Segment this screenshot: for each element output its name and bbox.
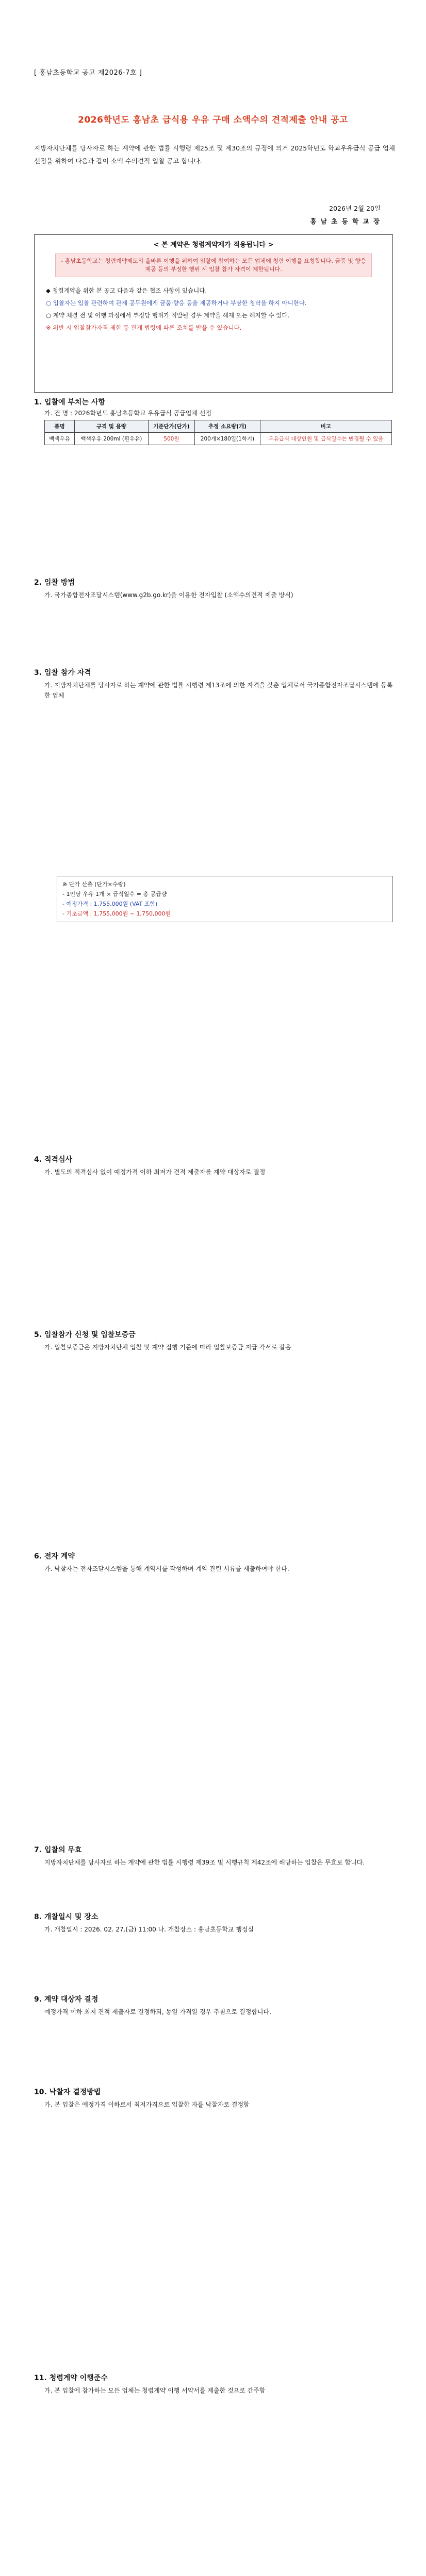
section-title: 7. 입찰의 무효 (34, 1846, 82, 1854)
intro-paragraph: 지방자치단체를 당사자로 하는 계약에 관한 법률 시행령 제25조 및 제30조의 규정에 의거 2025학년도 학교우유급식 공급 업체 선정을 위하여 다음과 같이 소액 수의견적 입찰 공고 합니다. (34, 144, 395, 165)
announcement-date: 2026년 2월 20일 (329, 205, 381, 212)
item-table (44, 420, 392, 445)
section-title: 3. 입찰 참가 자격 (34, 669, 91, 677)
price-line: - 기초금액 : 1,755,000원 ~ 1,750,000원 (62, 910, 171, 917)
table-row (45, 433, 392, 445)
section-title: 11. 청렴계약 이행준수 (34, 2374, 108, 2382)
section-title: 5. 입찰참가 신청 및 입찰보증금 (34, 1331, 136, 1339)
table-header: 규격 및 용량 (74, 420, 148, 433)
table-cell: 백색우유 200ml (흰우유) (74, 433, 148, 445)
section-body: 예정가격 이하 최저 견적 제출자로 결정하되, 동일 가격일 경우 추첨으로 결정합니다. (44, 2008, 271, 2015)
integrity-notice-list (46, 285, 382, 335)
section-title: 1. 입찰에 부치는 사항 (34, 398, 105, 406)
page-title: 2026학년도 홍남초 급식용 우유 구매 소액수의 견적제출 안내 공고 (78, 115, 348, 125)
section-title: 6. 전자 계약 (34, 1552, 75, 1561)
section-body: 가. 지방자치단체를 당사자로 하는 계약에 관한 법률 시행령 제13조에 의한 자격을 갖춘 업체로서 국가종합전자조달시스템에 등록한 업체 (44, 682, 393, 699)
integrity-notice-box (34, 234, 393, 393)
table-header: 추정 소요량(개) (195, 420, 260, 433)
section-body: 가. 개찰일시 : 2026. 02. 27.(금) 11:00 나. 개찰장소 : 홍남초등학교 행정실 (44, 1926, 254, 1933)
table-header: 기준단가(단가) (148, 420, 194, 433)
section-title: 8. 개찰일시 및 장소 (34, 1913, 99, 1921)
integrity-item: ○ 입찰자는 입찰 관련하여 관계 공무원에게 금품·향응 등을 제공하거나 부당한 청탁을 하지 아니한다. (46, 299, 307, 307)
table-cell: 백색우유 (45, 433, 75, 445)
section-title: 2. 입찰 방법 (34, 579, 75, 587)
integrity-notice-subtitle: - 홍남초등학교는 청렴계약제도의 올바른 이행을 위하여 입찰에 참여하는 모든 업체에 청렴 이행을 요청합니다. 금품 및 향응 제공 등의 부정한 행위 시 입찰 참가 자격이 제한됩니다. (55, 253, 372, 277)
section-body: 가. 건 명 : 2026학년도 홍남초등학교 우유급식 공급업체 선정 (44, 410, 211, 417)
table-cell: 500원 (148, 433, 194, 445)
section-body: 가. 본 입찰에 참가하는 모든 업체는 청렴계약 이행 서약서를 제출한 것으로 간주함 (44, 2387, 266, 2394)
integrity-item: ○ 계약 체결 전 및 이행 과정에서 부정당 행위가 적발될 경우 계약을 해제 또는 해지할 수 있다. (46, 312, 290, 319)
section-title: 4. 적격심사 (34, 1156, 73, 1164)
integrity-notice-title: < 본 계약은 청렴계약제가 적용됩니다 > (153, 241, 274, 249)
section-body: 가. 별도의 적격심사 없이 예정가격 이하 최저가 견적 제출자를 계약 대상자로 결정 (44, 1168, 266, 1176)
integrity-item: ※ 위반 시 입찰참가자격 제한 등 관계 법령에 따른 조치를 받을 수 있습니다. (46, 324, 242, 331)
section-body: 지방자치단체를 당사자로 하는 계약에 관한 법률 시행령 제39조 및 시행규칙 제42조에 해당하는 입찰은 무효로 합니다. (44, 1859, 365, 1866)
price-box (57, 876, 393, 922)
section-body: 가. 입찰보증금은 지방자치단체 입찰 및 계약 집행 기준에 따라 입찰보증금 지급 각서로 갈음 (44, 1344, 291, 1351)
section-title: 10. 낙찰자 결정방법 (34, 2088, 101, 2096)
table-header: 비고 (260, 420, 391, 433)
section-body: 가. 본 입찰은 예정가격 이하로서 최저가격으로 입찰한 자를 낙찰자로 결정함 (44, 2101, 250, 2108)
price-title: ※ 단가 산출 (단가×수량) (62, 881, 126, 888)
section-body: 가. 국가종합전자조달시스템(www.g2b.go.kr)을 이용한 전자입찰 (소액수의견적 제출 방식) (44, 591, 293, 599)
integrity-item: ◆ 청렴계약을 위한 본 공고 다음과 같은 협조 사항이 있습니다. (46, 287, 207, 294)
section-body: 가. 낙찰자는 전자조달시스템을 통해 계약서를 작성하며 계약 관련 서류를 제출하여야 한다. (44, 1565, 289, 1572)
table-cell: 우유급식 대상인원 및 급식일수는 변경될 수 있음 (260, 433, 391, 445)
section-title: 9. 계약 대상자 결정 (34, 1995, 99, 2004)
table-cell: 200개×180일(1학기) (195, 433, 260, 445)
school-name: 홍 남 초 등 학 교 장 (310, 217, 381, 225)
price-line: - 1인당 우유 1개 × 급식일수 = 총 공급량 (62, 891, 167, 897)
table-header: 품명 (45, 420, 75, 433)
price-line: - 예정가격 : 1,755,000원 (VAT 포함) (62, 901, 158, 907)
notice-number: [ 홍남초등학교 공고 제2026-7호 ] (34, 69, 142, 77)
